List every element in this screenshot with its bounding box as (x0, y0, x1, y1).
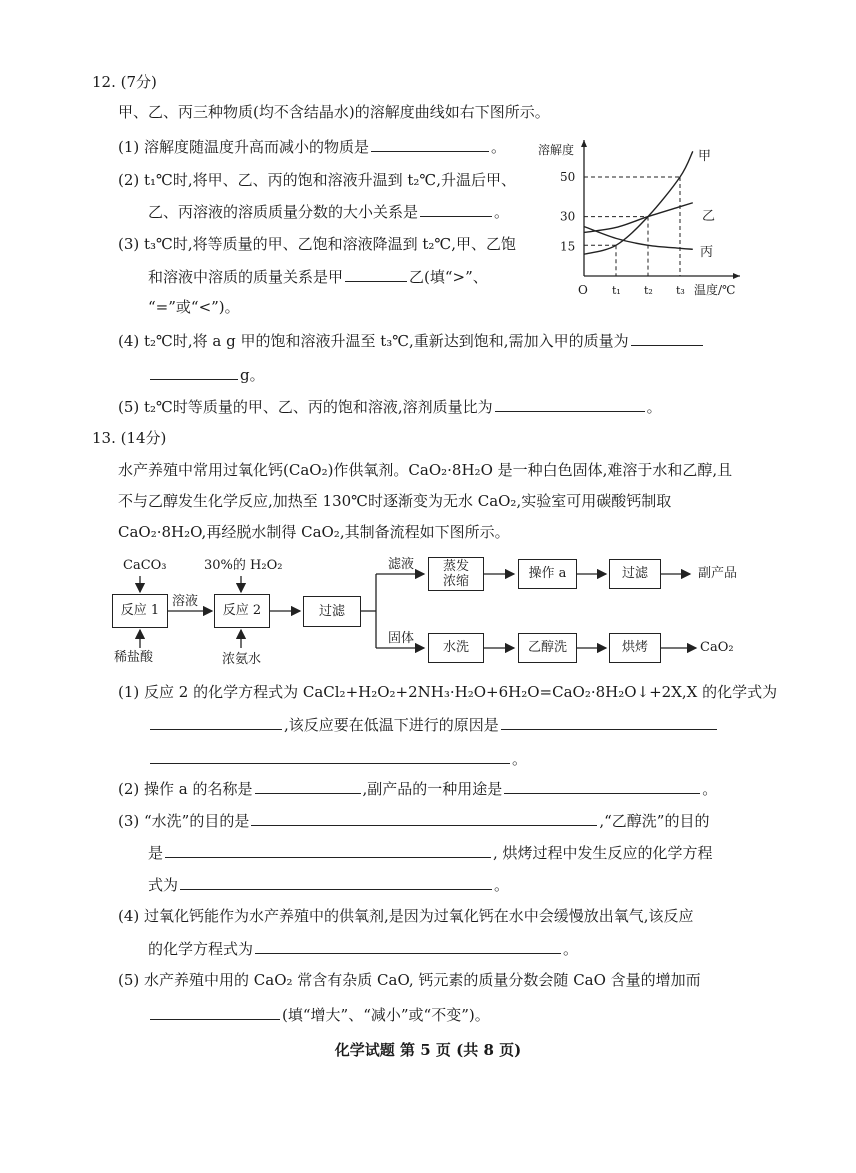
q13-part3-line3 (148, 874, 509, 895)
q12-part2-text: 乙、丙溶液的溶质质量分数的大小关系是 (148, 203, 419, 221)
q13-part1-line3 (148, 748, 527, 769)
q13-part2-mid: ,副产品的一种用途是 (362, 780, 503, 798)
series-line-2 (584, 203, 693, 233)
q13-part2 (118, 778, 717, 799)
evap-line2: 浓缩 (442, 574, 469, 589)
q13-part5-mid: (填“增大”、“减小”或“不变”)。 (282, 1006, 490, 1024)
q13-part4-b: 的化学方程式为 (148, 940, 254, 958)
answer-blank[interactable] (180, 874, 492, 890)
label-solution: 溶液 (172, 594, 199, 609)
label-hcl: 稀盐酸 (114, 650, 154, 665)
answer-blank[interactable] (371, 136, 489, 152)
q12-part3-text: 和溶液中溶质的质量关系是甲 (148, 268, 344, 286)
q13-part4-line2 (148, 938, 578, 959)
q13-part5-line1: (5) 水产养殖中用的 CaO₂ 常含有杂质 CaO, 钙元素的质量分数会随 CaO 含量的增加而 (118, 971, 701, 989)
answer-blank[interactable] (150, 714, 282, 730)
x-axis-label: 温度/℃ (694, 283, 736, 297)
q13-part1-mid: ,该反应要在低温下进行的原因是 (284, 716, 499, 734)
y-axis-arrow (581, 140, 587, 147)
q12-part5 (118, 396, 662, 417)
box-filter1: 过滤 (303, 596, 361, 627)
q12-part3-mid: 乙(填“>”、 (409, 268, 488, 286)
box-react1: 反应 1 (112, 594, 168, 628)
label-byproduct: 副产品 (698, 566, 738, 581)
box-operation-a: 操作 a (518, 559, 577, 589)
q13-part3-mid: ,“乙醇洗”的目的 (599, 812, 710, 830)
q12-part4-line1 (118, 330, 705, 351)
q13-part1-end: 。 (512, 750, 528, 768)
answer-blank[interactable] (255, 938, 561, 954)
box-filter2: 过滤 (609, 559, 661, 589)
q13-part3-c-end: 。 (494, 876, 510, 894)
label-solid: 固体 (388, 631, 415, 646)
answer-blank[interactable] (150, 1004, 280, 1020)
q12-heading: 12. (7分) (92, 73, 157, 91)
solubility-chart (528, 134, 748, 304)
series-label: 丙 (700, 245, 714, 260)
x-tick-label: t₂ (644, 284, 653, 297)
q12-part4-line2 (148, 364, 265, 385)
series-label: 乙 (702, 209, 716, 224)
answer-blank[interactable] (501, 714, 717, 730)
q12-part4-text: (4) t₂℃时,将 a g 甲的饱和溶液升温至 t₃℃,重新达到饱和,需加入甲的质量为 (118, 332, 629, 350)
q12-part3-line3: “=”或“<”)。 (148, 298, 240, 316)
q13-part3-b: 是 (148, 844, 164, 862)
box-wash-water: 水洗 (428, 633, 484, 663)
q13-part1-line2 (148, 714, 719, 735)
q12-part3-line2 (148, 266, 488, 287)
label-caco3: CaCO₃ (123, 558, 167, 573)
answer-blank[interactable] (150, 748, 510, 764)
label-filtrate: 滤液 (388, 557, 415, 572)
label-h2o2: 30%的 H₂O₂ (204, 558, 283, 573)
answer-blank[interactable] (504, 778, 700, 794)
y-tick-label: 50 (560, 170, 576, 184)
box-wash-ethanol: 乙醇洗 (518, 633, 577, 663)
y-tick-label: 30 (560, 209, 576, 224)
q12-part1-text: (1) 溶解度随温度升高而减小的物质是 (118, 138, 370, 156)
q12-part2-line1: (2) t₁℃时,将甲、乙、丙的饱和溶液升温到 t₂℃,升温后甲、 (118, 171, 516, 189)
q13-part2-end: 。 (702, 780, 718, 798)
q12-intro: 甲、乙、丙三种物质(均不含结晶水)的溶解度曲线如右下图所示。 (118, 103, 550, 121)
answer-blank[interactable] (345, 266, 407, 282)
x-tick-label: t₁ (612, 284, 621, 297)
box-bake: 烘烤 (609, 633, 661, 663)
q13-part3-line2 (148, 842, 713, 863)
q13-part3-text: (3) “水洗”的目的是 (118, 812, 250, 830)
answer-blank[interactable] (420, 201, 492, 217)
box-evaporate (428, 557, 484, 591)
q12-part4-end: g。 (240, 366, 265, 384)
x-axis-arrow (733, 273, 740, 279)
q13-intro-line3: CaO₂·8H₂O,再经脱水制得 CaO₂,其制备流程如下图所示。 (118, 523, 510, 541)
answer-blank[interactable] (255, 778, 361, 794)
q12-part5-text: (5) t₂℃时等质量的甲、乙、丙的饱和溶液,溶剂质量比为 (118, 398, 493, 416)
y-tick-label: 15 (560, 239, 576, 254)
q13-intro-line2: 不与乙醇发生化学反应,加热至 130℃时逐渐变为无水 CaO₂,实验室可用碳酸钙制取 (118, 492, 672, 510)
q13-part4-line1: (4) 过氧化钙能作为水产养殖中的供氧剂,是因为过氧化钙在水中会缓慢放出氧气,该反应 (118, 907, 694, 925)
q12-part5-end: 。 (646, 398, 662, 416)
answer-blank[interactable] (165, 842, 491, 858)
page-footer: 化学试题 第 5 页 (共 8 页) (334, 1041, 522, 1059)
q13-part3-line1 (118, 810, 709, 831)
q13-part5-line2 (148, 1004, 490, 1025)
answer-blank[interactable] (251, 810, 597, 826)
q12-part2-line2 (148, 201, 509, 222)
q12-part2-end: 。 (494, 203, 510, 221)
q13-part1-line1: (1) 反应 2 的化学方程式为 CaCl₂+H₂O₂+2NH₃·H₂O+6H₂O=CaO₂·8H₂O↓+2X,X 的化学式为 (118, 683, 778, 701)
series-line-1 (584, 151, 693, 254)
answer-blank[interactable] (631, 330, 703, 346)
q13-part2-text: (2) 操作 a 的名称是 (118, 780, 253, 798)
q13-part3-b-mid: , 烘烤过程中发生反应的化学方程 (493, 844, 713, 862)
q13-intro-line1: 水产养殖中常用过氧化钙(CaO₂)作供氧剂。CaO₂·8H₂O 是一种白色固体,难溶于水和乙醇,且 (118, 461, 733, 479)
label-nh3: 浓氨水 (222, 652, 262, 667)
box-react2: 反应 2 (214, 594, 270, 628)
q13-part3-c: 式为 (148, 876, 179, 894)
answer-blank[interactable] (150, 364, 238, 380)
label-cao2-product: CaO₂ (700, 640, 734, 655)
origin-label: O (578, 283, 588, 297)
x-tick-label: t₃ (676, 284, 685, 297)
q13-part4-end: 。 (563, 940, 579, 958)
q12-part1-end: 。 (491, 138, 507, 156)
q13-heading: 13. (14分) (92, 429, 167, 447)
answer-blank[interactable] (495, 396, 645, 412)
q12-part1 (118, 136, 506, 157)
evap-line1: 蒸发 (442, 559, 469, 574)
q12-part3-line1: (3) t₃℃时,将等质量的甲、乙饱和溶液降温到 t₂℃,甲、乙饱 (118, 235, 516, 253)
y-axis-label: 溶解度 (538, 143, 575, 157)
series-label: 甲 (698, 149, 712, 164)
